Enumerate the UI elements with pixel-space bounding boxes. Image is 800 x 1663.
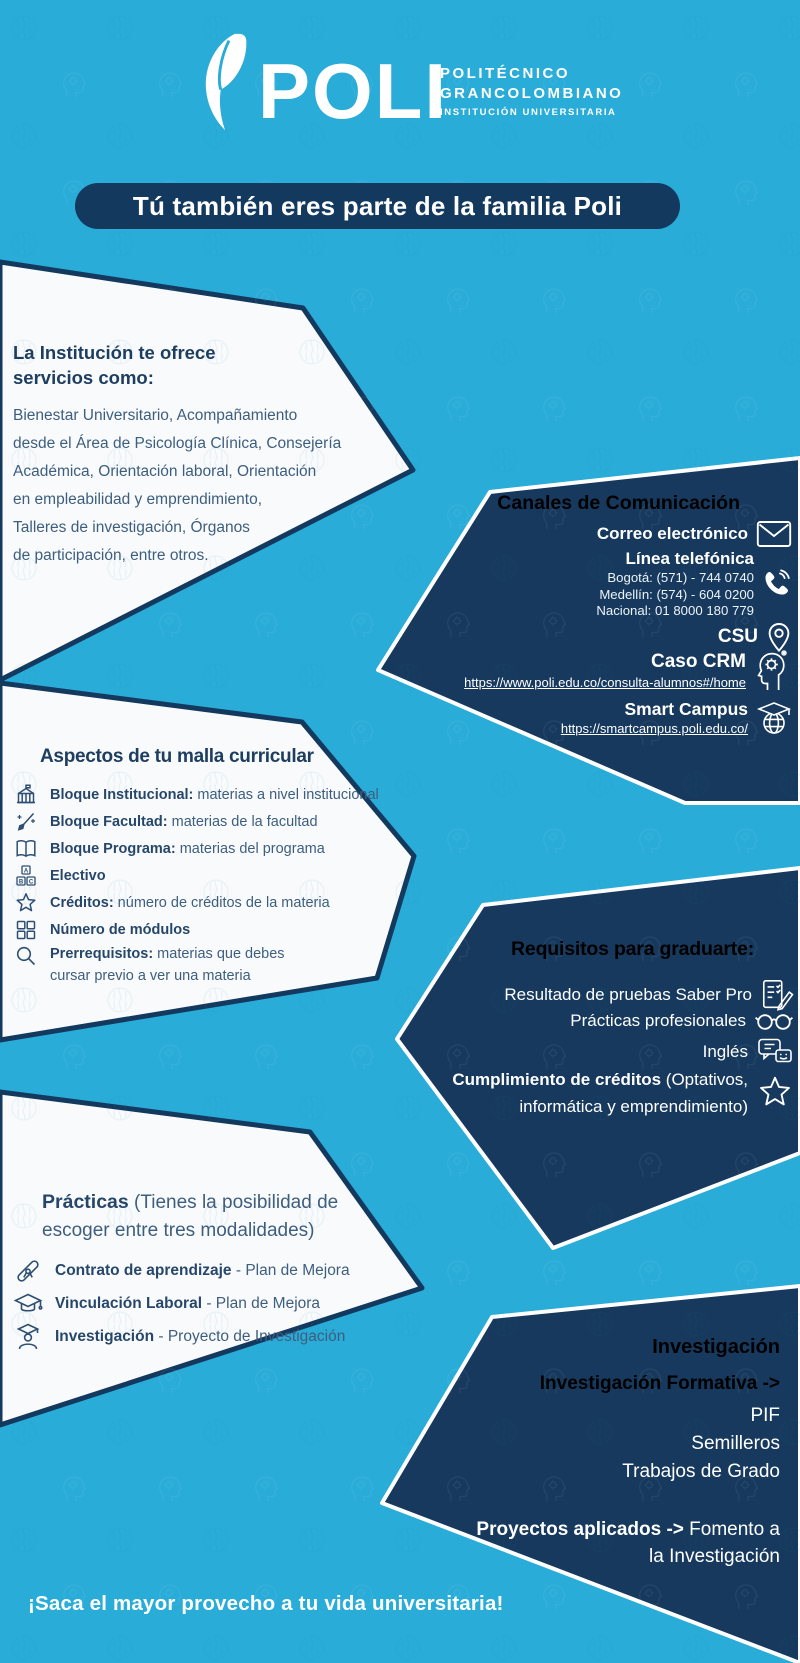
quill-icon — [202, 32, 254, 137]
graduation-item — [400, 978, 794, 1012]
graduation-section — [400, 938, 794, 1138]
heading-rest: (Tienes la posibilidad de escoger entre tres modalidades) — [42, 1192, 339, 1241]
curriculum-item — [13, 916, 405, 943]
practices-section — [13, 1188, 383, 1353]
item-desc: materias que debes cursar previo a ver una materia — [50, 946, 285, 984]
item-term: Cumplimiento de créditos — [452, 1070, 662, 1089]
item-label: Inglés — [702, 1042, 748, 1061]
exam-sheet-icon — [760, 978, 794, 1012]
item-term: Número de módulos — [50, 921, 191, 938]
curriculum-item — [13, 808, 405, 835]
item-desc: materias a nivel institucional — [193, 786, 379, 803]
modules-icon — [13, 918, 39, 942]
head-gear-icon — [754, 648, 792, 692]
practices-item — [13, 1254, 383, 1287]
institution-icon — [13, 783, 39, 807]
services-body: Bienestar Universitario, Acompañamiento desde el Área de Psicología Clínica, Consejería Académica, Orientación laboral, Orientación en empleabilidad y emprendimiento, Talleres de investigación, Órganos de participación, entre otros. — [13, 407, 342, 564]
curriculum-item — [13, 943, 405, 987]
logo — [202, 30, 624, 135]
graduation-item — [400, 1008, 794, 1034]
crm-block — [464, 650, 746, 691]
smart-campus-label: Smart Campus — [624, 699, 748, 719]
applied-projects — [420, 1516, 780, 1570]
phone-icon — [762, 569, 792, 597]
curriculum-item — [13, 781, 405, 808]
chat-icon — [756, 1037, 794, 1067]
applied-term: Proyectos aplicados -> — [476, 1519, 684, 1540]
item-desc: - Plan de Mejora — [231, 1261, 350, 1279]
channel-smart-campus — [400, 698, 792, 737]
practices-item — [13, 1320, 383, 1353]
formative-item: PIF — [750, 1405, 780, 1426]
research-section — [420, 1336, 780, 1596]
item-label: Resultado de pruebas Saber Pro — [504, 985, 752, 1004]
crm-link[interactable]: https://www.poli.edu.co/consulta-alumnos#/home — [464, 674, 746, 690]
formative-item: Semilleros — [691, 1433, 780, 1454]
graduation-heading: Requisitos para graduarte: — [511, 938, 754, 960]
brand-wordmark: POLI — [258, 47, 449, 135]
svg-text:B: B — [18, 878, 24, 885]
item-label: Prácticas profesionales — [570, 1011, 746, 1030]
services-section — [13, 340, 391, 570]
book-icon — [13, 837, 39, 861]
mortarboard-icon — [13, 1289, 43, 1319]
phone-block — [596, 547, 754, 620]
item-term: Bloque Facultad: — [50, 813, 168, 830]
smart-campus-block — [561, 698, 748, 737]
item-desc: (Optativos, informática y emprendimiento) — [519, 1070, 748, 1116]
svg-text:C: C — [28, 878, 34, 885]
channel-phone — [400, 547, 792, 620]
magnifier-icon — [13, 944, 39, 968]
cap-globe-icon — [756, 701, 792, 735]
phone-line-medellin: Medellín: (574) - 604 0200 — [599, 586, 754, 602]
channel-crm — [400, 648, 792, 692]
heading-term: Prácticas — [42, 1191, 129, 1213]
crm-label: Caso CRM — [650, 650, 746, 672]
practices-heading — [42, 1188, 383, 1245]
item-desc: - Proyecto de Investigación — [154, 1327, 346, 1345]
curriculum-item — [13, 889, 405, 916]
channel-email — [400, 520, 792, 548]
formative-label: Investigación Formativa -> — [539, 1373, 780, 1394]
graduation-item — [400, 1037, 794, 1067]
practices-item — [13, 1287, 383, 1320]
abc-blocks-icon — [13, 864, 39, 888]
item-desc: materias del programa — [175, 840, 325, 857]
star-icon — [13, 891, 39, 915]
phone-label: Línea telefónica — [625, 549, 754, 568]
item-term: Créditos: — [50, 894, 114, 911]
headline-banner: Tú también eres parte de la familia Poli — [75, 183, 680, 229]
item-term: Contrato de aprendizaje — [55, 1261, 232, 1279]
phone-line-bogota: Bogotá: (571) - 744 0740 — [607, 570, 754, 585]
star-icon — [756, 1074, 794, 1112]
item-term: Prerrequisitos: — [50, 946, 154, 962]
brand-line1: POLITÉCNICO — [440, 65, 571, 82]
formative-item: Trabajos de Grado — [622, 1461, 780, 1482]
channels-section — [400, 490, 792, 770]
brand-subtitle — [440, 64, 623, 120]
smart-campus-link[interactable]: https://smartcampus.poli.edu.co/ — [560, 721, 748, 736]
brand-line3: INSTITUCIÓN UNIVERSITARIA — [440, 107, 617, 118]
graduate-icon — [13, 1322, 43, 1352]
curriculum-section — [13, 746, 405, 987]
item-desc: - Plan de Mejora — [202, 1294, 321, 1312]
diploma-icon — [13, 1256, 43, 1286]
item-label — [452, 1066, 748, 1120]
graduation-item — [400, 1066, 794, 1120]
email-label: Correo electrónico — [596, 524, 748, 543]
curriculum-item — [13, 835, 405, 862]
item-term: Investigación — [55, 1327, 155, 1345]
item-term: Bloque Institucional: — [50, 786, 194, 803]
curriculum-item — [13, 862, 405, 889]
item-term: Vinculación Laboral — [55, 1294, 203, 1312]
item-term: Bloque Programa: — [50, 840, 176, 857]
phone-line-nacional: Nacional: 01 8000 180 779 — [596, 603, 754, 618]
item-desc: materias de la facultad — [167, 813, 318, 830]
glasses-icon — [754, 1008, 794, 1034]
csu-label: CSU — [717, 626, 758, 647]
applied-desc: Fomento a la Investigación — [649, 1519, 780, 1567]
item-desc: número de créditos de la materia — [113, 894, 330, 911]
envelope-icon — [756, 520, 792, 548]
services-heading: La Institución te ofrece servicios como: — [13, 342, 216, 388]
brush-icon — [13, 810, 39, 834]
item-term: Electivo — [50, 867, 106, 884]
svg-text:A: A — [23, 867, 29, 874]
footer-tagline: ¡Saca el mayor provecho a tu vida universitaria! — [28, 1592, 504, 1615]
channels-heading: Canales de Comunicación — [497, 492, 740, 514]
brand-line2: GRANCOLOMBIANO — [440, 85, 624, 102]
research-heading: Investigación — [652, 1336, 780, 1358]
curriculum-heading: Aspectos de tu malla curricular — [40, 746, 314, 767]
